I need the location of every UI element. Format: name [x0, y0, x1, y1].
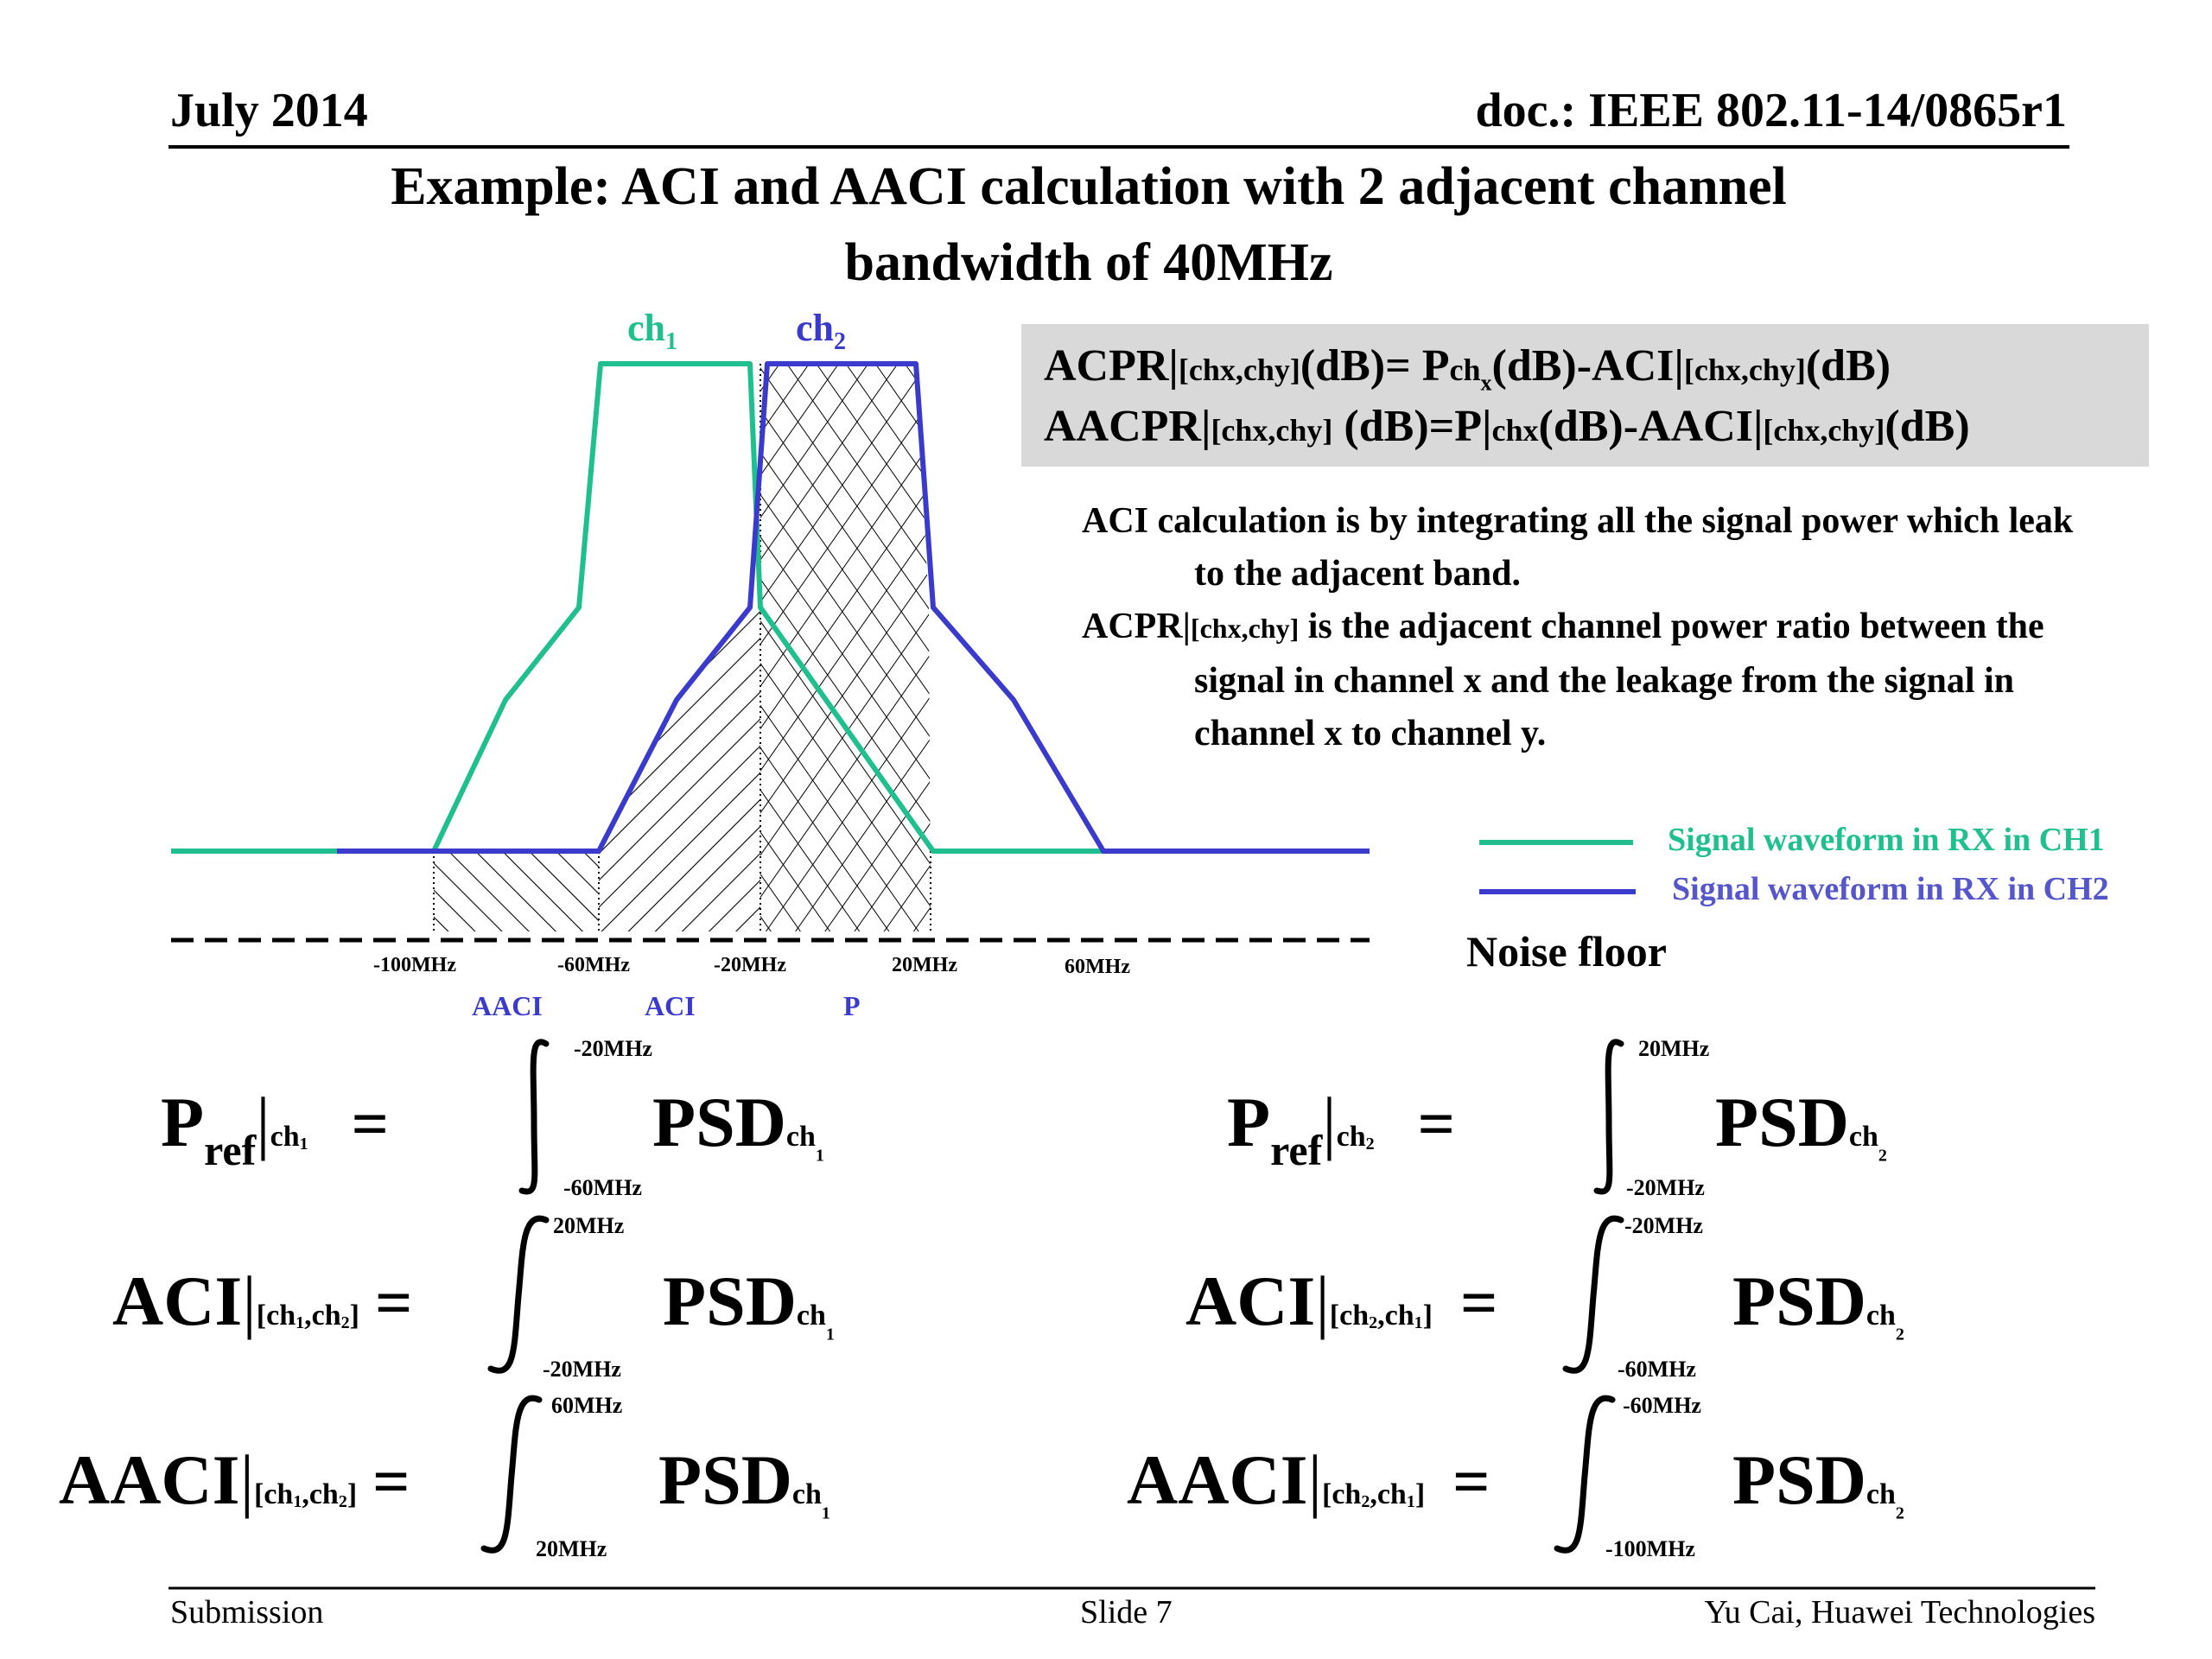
header-date: July 2014 [170, 84, 368, 137]
integral-sign [1557, 1398, 1612, 1550]
eq-ch-sub: 1 [299, 1135, 308, 1154]
eq-equals: = [1459, 1267, 1498, 1339]
psd-sub: 2 [1895, 1503, 1904, 1523]
legend-ch1-label: Signal waveform in RX in CH1 [1668, 822, 2105, 858]
eq-end: ] [346, 1478, 358, 1510]
region-label-aaci: AACI [472, 990, 543, 1021]
ch1-label-text: ch [627, 307, 665, 349]
aacpr-text: AACPR| [1044, 402, 1211, 451]
eq-end: ] [1422, 1300, 1433, 1332]
aacpr-mid: (dB)=P| [1332, 402, 1492, 451]
ch2-label-text: ch [796, 307, 834, 349]
eq-lhs: AACI [59, 1440, 240, 1519]
eq-equals: = [351, 1088, 389, 1160]
eq-pref-ch2 [1227, 1083, 1455, 1174]
eq-bracket: [ch [1322, 1478, 1362, 1510]
region-label-p: P [843, 990, 861, 1021]
footer-author: Yu Cai, Huawei Technologies [1704, 1594, 2095, 1630]
eq-psd [1732, 1262, 1904, 1344]
axis-tick-20: 20MHz [892, 954, 957, 976]
acpr-ch-sub: x [1480, 370, 1492, 396]
acpr-db: (dB) [1805, 341, 1891, 391]
eq-aaci-ch1-ch2 [59, 1440, 410, 1519]
eq-equals: = [1452, 1446, 1491, 1518]
eq-sub2: 1 [1406, 1492, 1415, 1512]
eq-bracket: [ch [256, 1300, 296, 1332]
acpr-bracket-2: [chx,chy] [1683, 353, 1806, 387]
acpr-text: ACPR| [1044, 341, 1179, 391]
psd-text: PSD [1732, 1440, 1866, 1519]
psd-ch: ch [796, 1300, 826, 1332]
psd-text: PSD [1715, 1083, 1849, 1161]
description-acpr-bracket: [chx,chy] [1190, 613, 1300, 644]
axis-tick-minus-100: -100MHz [373, 954, 456, 976]
eq-bar: | [239, 1440, 254, 1519]
psd-sub: 2 [1878, 1146, 1887, 1166]
eq-bar: | [1315, 1262, 1330, 1340]
eq-lower-limit: 20MHz [536, 1536, 607, 1561]
acpr-bracket: [chx,chy] [1178, 353, 1300, 387]
region-label-aci: ACI [645, 990, 696, 1021]
title-line-2: bandwidth of 40MHz [844, 233, 1333, 292]
eq-ch: ch [270, 1121, 300, 1153]
eq-aci-ch1-ch2 [112, 1262, 413, 1340]
psd-ch: ch [1866, 1478, 1896, 1510]
acpr-mid: (dB)= P [1300, 341, 1450, 391]
eq-lhs-sub: ref [1270, 1126, 1323, 1174]
eq-end: ] [349, 1300, 359, 1332]
eq-bar: | [1307, 1440, 1322, 1519]
eq-end: ] [1414, 1478, 1426, 1510]
eq-aci-ch2-ch1 [1185, 1262, 1498, 1340]
legend-ch2-label: Signal waveform in RX in CH2 [1672, 871, 2109, 907]
eq-upper-limit: 20MHz [1638, 1036, 1710, 1061]
eq-lower-limit: -60MHz [1618, 1357, 1696, 1382]
eq-bar: | [1322, 1083, 1337, 1161]
description-acpr-body: is the adjacent channel power ratio between the signal in channel x and the leakage from the signal in channel x to channel y. [1194, 607, 2044, 753]
eq-ch: ch [1336, 1121, 1366, 1153]
aacpr-aaci: (dB)-AACI| [1538, 402, 1764, 451]
eq-equals: = [374, 1267, 413, 1339]
psd-ch: ch [791, 1478, 822, 1510]
psd-sub: 1 [815, 1146, 824, 1166]
eq-lhs: ACI [112, 1262, 243, 1340]
eq-mid: ,ch [1370, 1478, 1407, 1510]
eq-bracket: [ch [254, 1478, 294, 1510]
ch1-label [627, 306, 677, 356]
eq-upper-limit: 20MHz [553, 1213, 625, 1238]
footer-submission: Submission [170, 1594, 324, 1630]
eq-lhs: P [161, 1083, 205, 1161]
eq-sub2: 2 [338, 1492, 347, 1512]
aacpr-bracket-2: [chx,chy] [1763, 413, 1885, 448]
description-aci: ACI calculation is by integrating all the signal power which leak to the adjacent band. [1082, 501, 2074, 594]
eq-sub2: 1 [1414, 1313, 1423, 1333]
psd-ch: ch [1866, 1300, 1896, 1332]
aacpr-chx: chx [1491, 413, 1539, 448]
noise-floor-label: Noise floor [1466, 927, 1667, 976]
integral-sign [1597, 1042, 1621, 1192]
eq-mid: ,ch [304, 1300, 341, 1332]
integral-sign [491, 1218, 546, 1370]
title-line-1: Example: ACI and AACI calculation with 2 adjacent channel [391, 157, 1787, 216]
eq-lower-limit: -20MHz [543, 1357, 621, 1382]
ch1-label-sub: 1 [665, 327, 677, 355]
eq-sub1: 1 [293, 1492, 302, 1512]
eq-mid: ,ch [1377, 1300, 1414, 1332]
aacpr-db: (dB) [1885, 402, 1970, 451]
aaci-region [434, 851, 599, 931]
eq-bracket: [ch [1329, 1300, 1370, 1332]
ch2-label [796, 306, 846, 356]
header-doc-id: doc.: IEEE 802.11-14/0865r1 [1475, 84, 2067, 137]
eq-lhs-sub: ref [204, 1126, 257, 1174]
acpr-ch: ch [1449, 353, 1481, 387]
eq-lhs: AACI [1127, 1440, 1308, 1519]
description-acpr-head: ACPR| [1082, 607, 1191, 646]
integral-sign [1566, 1218, 1621, 1370]
eq-aaci-ch2-ch1 [1127, 1440, 1491, 1519]
eq-sub2: 2 [340, 1313, 350, 1333]
axis-tick-minus-60: -60MHz [557, 954, 630, 976]
psd-text: PSD [658, 1440, 792, 1519]
eq-equals: = [372, 1446, 410, 1518]
eq-psd [663, 1262, 835, 1344]
eq-psd [1732, 1440, 1904, 1523]
axis-tick-60: 60MHz [1065, 956, 1130, 978]
eq-upper-limit: -20MHz [574, 1036, 652, 1061]
eq-psd [658, 1440, 830, 1523]
ch2-label-sub: 2 [834, 327, 846, 355]
eq-psd [1715, 1083, 1887, 1166]
axis-tick-minus-20: -20MHz [714, 954, 786, 976]
eq-pref-ch1 [161, 1083, 389, 1174]
eq-upper-limit: 60MHz [551, 1393, 623, 1418]
psd-ch: ch [785, 1121, 816, 1153]
eq-sub1: 2 [1369, 1313, 1378, 1333]
psd-sub: 1 [821, 1503, 830, 1523]
eq-lower-limit: -100MHz [1605, 1536, 1695, 1561]
eq-bar: | [256, 1083, 270, 1161]
eq-lower-limit: -60MHz [563, 1175, 642, 1200]
eq-lower-limit: -20MHz [1626, 1175, 1705, 1200]
eq-upper-limit: -60MHz [1623, 1393, 1701, 1418]
aacpr-bracket: [chx,chy] [1211, 413, 1333, 448]
eq-psd [652, 1083, 824, 1166]
aci-region [599, 607, 760, 931]
eq-equals: = [1417, 1088, 1455, 1160]
psd-text: PSD [1732, 1262, 1866, 1340]
eq-bar: | [242, 1262, 257, 1340]
integral-sign [484, 1398, 539, 1550]
acpr-aci: (dB)-ACI| [1491, 341, 1684, 391]
psd-sub: 2 [1895, 1325, 1904, 1344]
footer-slide-number: Slide 7 [1080, 1594, 1173, 1630]
eq-lhs: P [1227, 1083, 1271, 1161]
eq-lhs: ACI [1185, 1262, 1316, 1340]
eq-mid: ,ch [302, 1478, 339, 1510]
psd-ch: ch [1848, 1121, 1878, 1153]
eq-sub1: 2 [1361, 1492, 1370, 1512]
integral-sign [522, 1042, 546, 1192]
psd-text: PSD [652, 1083, 786, 1161]
psd-text: PSD [663, 1262, 797, 1340]
psd-sub: 1 [825, 1325, 835, 1344]
eq-upper-limit: -20MHz [1624, 1213, 1703, 1238]
eq-sub1: 1 [296, 1313, 305, 1333]
eq-ch-sub: 2 [1365, 1135, 1375, 1154]
